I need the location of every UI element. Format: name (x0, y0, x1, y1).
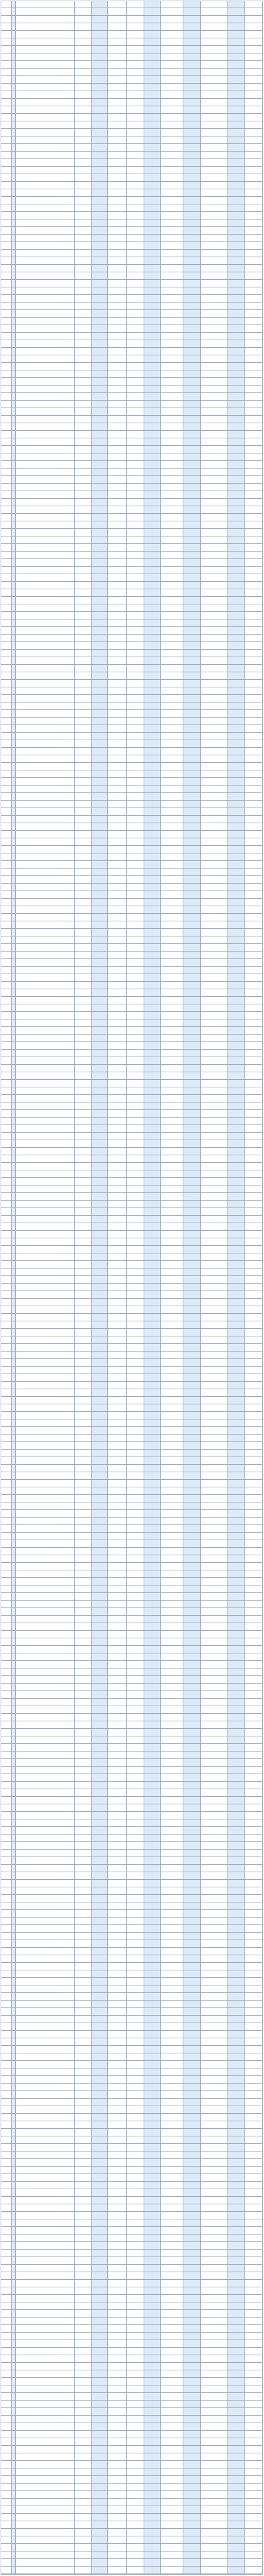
table-frame (1, 1, 263, 2575)
